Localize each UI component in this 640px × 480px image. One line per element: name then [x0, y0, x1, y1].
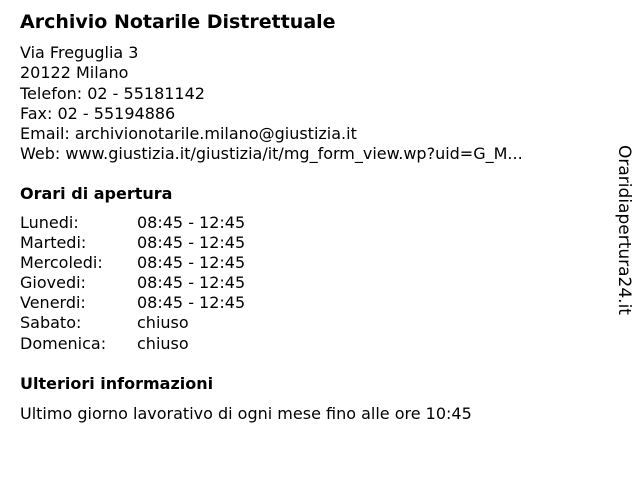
time-value: 08:45 - 12:45: [137, 213, 246, 232]
address-city: 20122 Milano: [20, 63, 129, 83]
hours-row-saturday: [20, 313, 320, 333]
day-label: Martedi:: [20, 233, 87, 253]
day-label: Venerdi:: [20, 293, 86, 313]
page-title: Archivio Notarile Distrettuale: [20, 11, 336, 33]
further-info-heading: Ulteriori informazioni: [20, 374, 214, 393]
opening-hours-table: [20, 213, 320, 354]
address-street: Via Freguglia 3: [20, 43, 139, 62]
fax-number: Fax: 02 - 55194886: [20, 103, 176, 123]
time-value: 08:45 - 12:45: [137, 273, 246, 293]
phone-number: Telefon: 02 - 55181142: [20, 83, 205, 103]
website-link[interactable]: Web: www.giustizia.it/giustizia/it/mg_form_view.wp?uid=G_M...: [20, 144, 523, 164]
contact-block: [20, 43, 523, 165]
hours-row-wednesday: [20, 253, 320, 273]
day-label: Sabato:: [20, 313, 82, 333]
email-address: Email: archivionotarile.milano@giustizia.it: [20, 124, 357, 144]
time-value: 08:45 - 12:45: [137, 233, 246, 253]
time-value: 08:45 - 12:45: [137, 293, 246, 313]
time-value: chiuso: [137, 333, 189, 353]
time-value: chiuso: [137, 313, 189, 333]
opening-hours-heading: Orari di apertura: [20, 184, 173, 203]
hours-row-thursday: [20, 273, 320, 293]
hours-row-tuesday: [20, 233, 320, 253]
hours-row-monday: [20, 213, 320, 233]
day-label: Giovedi:: [20, 273, 86, 293]
further-info-text: Ultimo giorno lavorativo di ogni mese fino alle ore 10:45: [20, 404, 472, 423]
hours-row-sunday: [20, 334, 320, 354]
hours-row-friday: [20, 293, 320, 313]
day-label: Mercoledi:: [20, 253, 103, 273]
day-label: Domenica:: [20, 333, 107, 353]
day-label: Lunedi:: [20, 213, 79, 232]
site-watermark: Oraridiapertura24.it: [614, 145, 634, 315]
time-value: 08:45 - 12:45: [137, 253, 246, 273]
